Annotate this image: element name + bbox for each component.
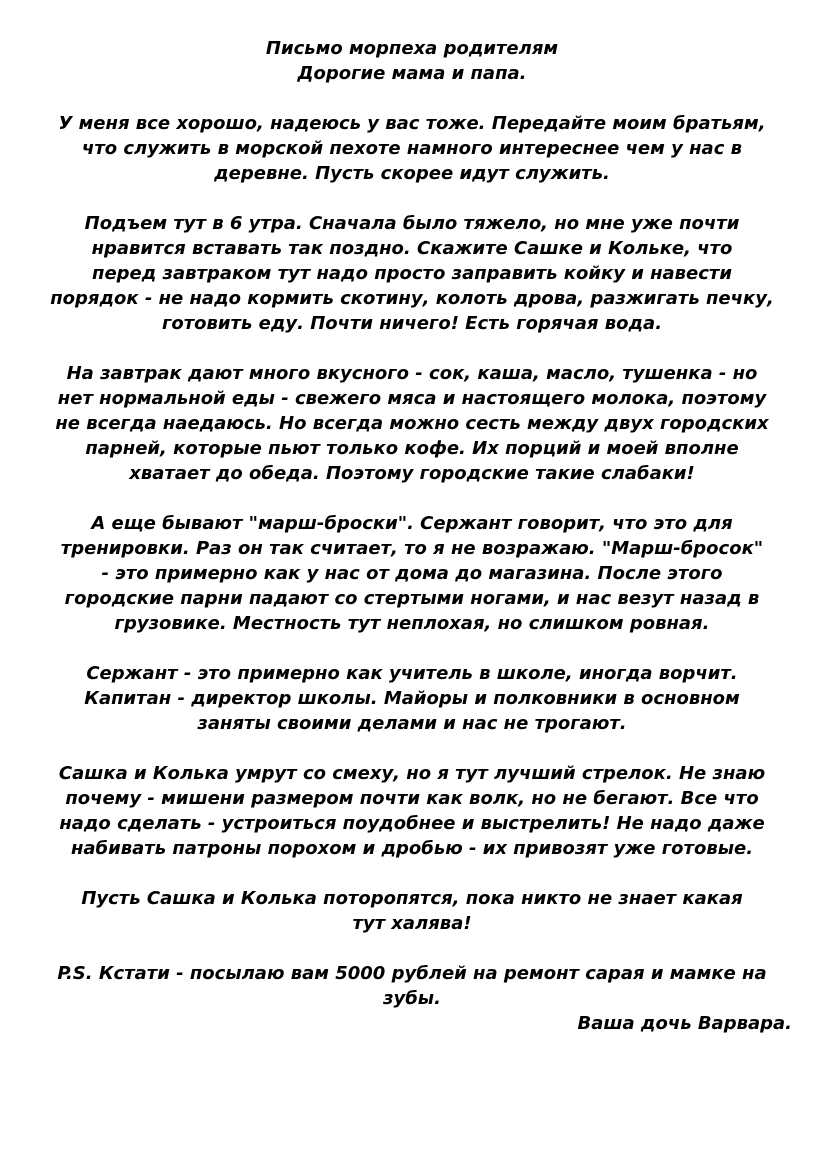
paragraph-line: грузовике. Местность тут неплохая, но слишком ровная. <box>114 613 710 634</box>
paragraph-line: надо сделать - устроиться поудобнее и выстрелить! Не надо даже <box>59 813 765 834</box>
paragraph-5 <box>32 661 792 736</box>
paragraph-line: парней, которые пьют только кофе. Их порций и моей вполне <box>85 438 739 459</box>
paragraph-line: нет нормальной еды - свежего мяса и настоящего молока, поэтому <box>57 388 767 409</box>
paragraph-line: А еще бывают "марш-броски". Сержант говорит, что это для <box>91 513 733 534</box>
paragraph-line: тренировки. Раз он так считает, то я не возражаю. "Марш-бросок" <box>60 538 764 559</box>
letter-title: Письмо морпеха родителям <box>265 38 559 59</box>
paragraph-line: набивать патроны порохом и дробью - их привозят уже готовые. <box>70 838 754 859</box>
paragraph-line: тут халява! <box>352 913 472 934</box>
letter-body <box>32 36 792 1036</box>
paragraph-line: - это примерно как у нас от дома до магазина. После этого <box>101 563 723 584</box>
paragraph-line: готовить еду. Почти ничего! Есть горячая вода. <box>161 313 663 334</box>
paragraph-7 <box>32 886 792 936</box>
paragraph-line: почему - мишени размером почти как волк, но не бегают. Все что <box>65 788 759 809</box>
paragraph-line: Сашка и Колька умрут со смеху, но я тут лучший стрелок. Не знаю <box>58 763 766 784</box>
paragraph-line: На завтрак дают много вкусного - сок, каша, масло, тушенка - но <box>66 363 758 384</box>
paragraph-line: Пусть Сашка и Колька поторопятся, пока никто не знает какая <box>81 888 743 909</box>
letter-heading <box>32 36 792 86</box>
paragraph-1 <box>32 111 792 186</box>
paragraph-line: Сержант - это примерно как учитель в школе, иногда ворчит. <box>86 663 738 684</box>
paragraph-line: хватает до обеда. Поэтому городские такие слабаки! <box>129 463 695 484</box>
paragraph-line: заняты своими делами и нас не трогают. <box>197 713 627 734</box>
paragraph-line: городские парни падают со стертыми ногами, и нас везут назад в <box>64 588 760 609</box>
paragraph-line: У меня все хорошо, надеюсь у вас тоже. Передайте моим братьям, <box>58 113 766 134</box>
postscript <box>32 961 792 1011</box>
paragraph-2 <box>32 211 792 336</box>
paragraph-line: зубы. <box>383 988 441 1009</box>
paragraph-line: P.S. Кстати - посылаю вам 5000 рублей на ремонт сарая и мамке на <box>57 963 767 984</box>
paragraph-line: перед завтраком тут надо просто заправить койку и навести <box>92 263 732 284</box>
paragraph-line: Подъем тут в 6 утра. Сначала было тяжело, но мне уже почти <box>84 213 740 234</box>
paragraph-4 <box>32 511 792 636</box>
paragraph-line: порядок - не надо кормить скотину, колоть дрова, разжигать печку, <box>50 288 774 309</box>
paragraph-line: не всегда наедаюсь. Но всегда можно сесть между двух городских <box>55 413 769 434</box>
letter-signature: Ваша дочь Варвара. <box>577 1013 792 1034</box>
paragraph-line: деревне. Пусть скорее идут служить. <box>214 163 610 184</box>
paragraph-3 <box>32 361 792 486</box>
paragraph-line: нравится вставать так поздно. Скажите Сашке и Кольке, что <box>91 238 733 259</box>
paragraph-6 <box>32 761 792 861</box>
paragraph-line: что служить в морской пехоте намного интереснее чем у нас в <box>81 138 743 159</box>
paragraph-line: Капитан - директор школы. Майоры и полковники в основном <box>84 688 740 709</box>
letter-greeting: Дорогие мама и папа. <box>297 63 527 84</box>
